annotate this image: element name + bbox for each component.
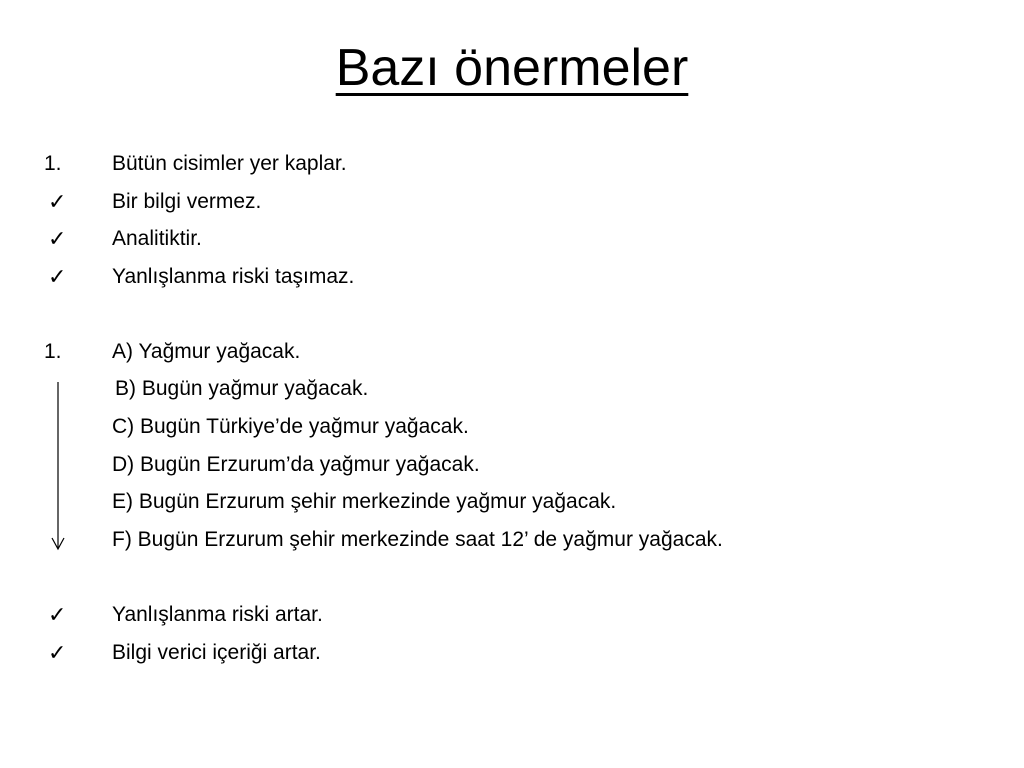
- slide-title: [0, 28, 1024, 108]
- example-text: A) Yağmur yağacak.: [112, 340, 301, 363]
- example-text: C) Bugün Türkiye’de yağmur yağacak.: [112, 415, 469, 438]
- check-icon: ✓: [48, 602, 67, 627]
- example-text: F) Bugün Erzurum şehir merkezinde saat 12’ de yağmur yağacak.: [112, 528, 723, 551]
- slide-title-text: Bazı önermeler: [335, 39, 689, 97]
- point-text: Analitiktir.: [112, 227, 202, 250]
- statement-text: Bütün cisimler yer kaplar.: [112, 152, 347, 175]
- example-text: D) Bugün Erzurum’da yağmur yağacak.: [112, 453, 480, 476]
- check-icon: ✓: [48, 226, 67, 251]
- check-icon: ✓: [48, 264, 67, 289]
- check-icon: ✓: [48, 640, 67, 665]
- point-text: Yanlışlanma riski taşımaz.: [112, 265, 355, 288]
- list-number: 1.: [44, 340, 62, 363]
- point-text: Bir bilgi vermez.: [112, 190, 262, 213]
- example-text: E) Bugün Erzurum şehir merkezinde yağmur yağacak.: [112, 490, 617, 513]
- down-arrow-icon: [48, 380, 68, 552]
- list-number: 1.: [44, 152, 62, 175]
- check-icon: ✓: [48, 189, 67, 214]
- point-text: Bilgi verici içeriği artar.: [112, 641, 321, 664]
- example-text: B) Bugün yağmur yağacak.: [115, 377, 369, 400]
- point-text: Yanlışlanma riski artar.: [112, 603, 323, 626]
